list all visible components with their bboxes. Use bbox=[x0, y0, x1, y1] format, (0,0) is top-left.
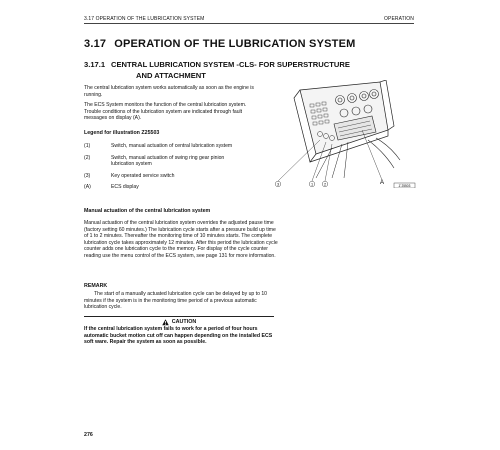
ecs-panel-illustration bbox=[272, 80, 416, 188]
section-title bbox=[84, 38, 355, 50]
legend-list bbox=[84, 143, 264, 196]
remark-text: The start of a manually actuated lubrication cycle can be delayed by up to 10 minutes if the system is in the monitoring time period of a previous automatic lubrication cycle. bbox=[84, 291, 268, 311]
subsection-title bbox=[84, 60, 414, 81]
legend-text: Switch, manual actuation of swing ring gear pinion lubrication system bbox=[111, 154, 225, 168]
legend-text: Switch, manual actuation of central lubrication system bbox=[111, 143, 233, 149]
legend-title: Legend for illustration Z25503 bbox=[84, 130, 160, 136]
subsection-title-line2: AND ATTACHMENT bbox=[136, 70, 206, 80]
header-divider bbox=[84, 23, 414, 24]
subsection-title-line1: CENTRAL LUBRICATION SYSTEM -CLS- FOR SUPERSTRUCTURE bbox=[111, 60, 350, 69]
svg-text:2: 2 bbox=[323, 182, 327, 187]
subsection-number: 3.17.1 bbox=[84, 60, 106, 69]
manual-actuation-text: Manual actuation of the central lubrication system overrides the adjusted pause time (factory setting 60 minutes.) The lubrication cycle starts after a pressure build up time of 1 to 2 minutes. Thereafter the monitoring time of 10 minutes starts. The complete lubrication cycle takes approximately 12 minutes. After this period the lubrication cycle counter adds one lubrication cycle to the memory. For display of the cycle counter reading use the menu control of the ECS system, see page 131 for more information. bbox=[84, 220, 278, 259]
callout-1 bbox=[309, 181, 315, 187]
running-header bbox=[84, 16, 414, 22]
page-number: 276 bbox=[84, 432, 93, 438]
callout-3 bbox=[275, 181, 281, 187]
caution-text: If the central lubrication system fails to work for a period of four hours automatic bucket motion cut off can happen depending on the installed ECS soft ware. Repair the system as soon as possible. bbox=[84, 326, 273, 346]
legend-item bbox=[84, 173, 264, 180]
manual-actuation-heading: Manual actuation of the central lubrication system bbox=[84, 208, 211, 214]
legend-key: (1) bbox=[84, 143, 91, 149]
legend-item bbox=[84, 155, 264, 168]
header-chapter-label: OPERATION bbox=[384, 16, 414, 22]
remark-title: REMARK bbox=[84, 283, 108, 289]
legend-item bbox=[84, 143, 264, 150]
caution-banner bbox=[84, 316, 274, 326]
svg-text:3: 3 bbox=[276, 182, 280, 187]
legend-text: ECS display bbox=[111, 184, 139, 191]
header-section-label: 3.17 OPERATION OF THE LUBRICATION SYSTEM bbox=[84, 16, 205, 22]
warning-triangle-icon bbox=[162, 319, 169, 326]
intro-paragraph: The central lubrication system works automatically as soon as the engine is running. bbox=[84, 85, 254, 98]
legend-text: Key operated service switch bbox=[111, 172, 175, 179]
legend-key: (3) bbox=[84, 172, 91, 179]
control-panel-drawing bbox=[278, 80, 400, 181]
legend-item bbox=[84, 184, 264, 191]
section-title-text: OPERATION OF THE LUBRICATION SYSTEM bbox=[114, 38, 356, 50]
section-number: 3.17 bbox=[84, 38, 107, 50]
callout-2 bbox=[322, 181, 328, 187]
callout-A: A bbox=[379, 180, 385, 186]
ecs-paragraph: The ECS System monitors the function of the central lubrication system. Trouble conditions of the lubrication system are indicated through fault messages on display (A). bbox=[84, 102, 247, 122]
svg-text:1: 1 bbox=[310, 182, 314, 187]
legend-key: (A) bbox=[84, 184, 91, 191]
figure-id-label: Z 25503 bbox=[398, 183, 411, 188]
legend-key: (2) bbox=[84, 154, 91, 161]
caution-label: CAUTION bbox=[171, 319, 197, 326]
